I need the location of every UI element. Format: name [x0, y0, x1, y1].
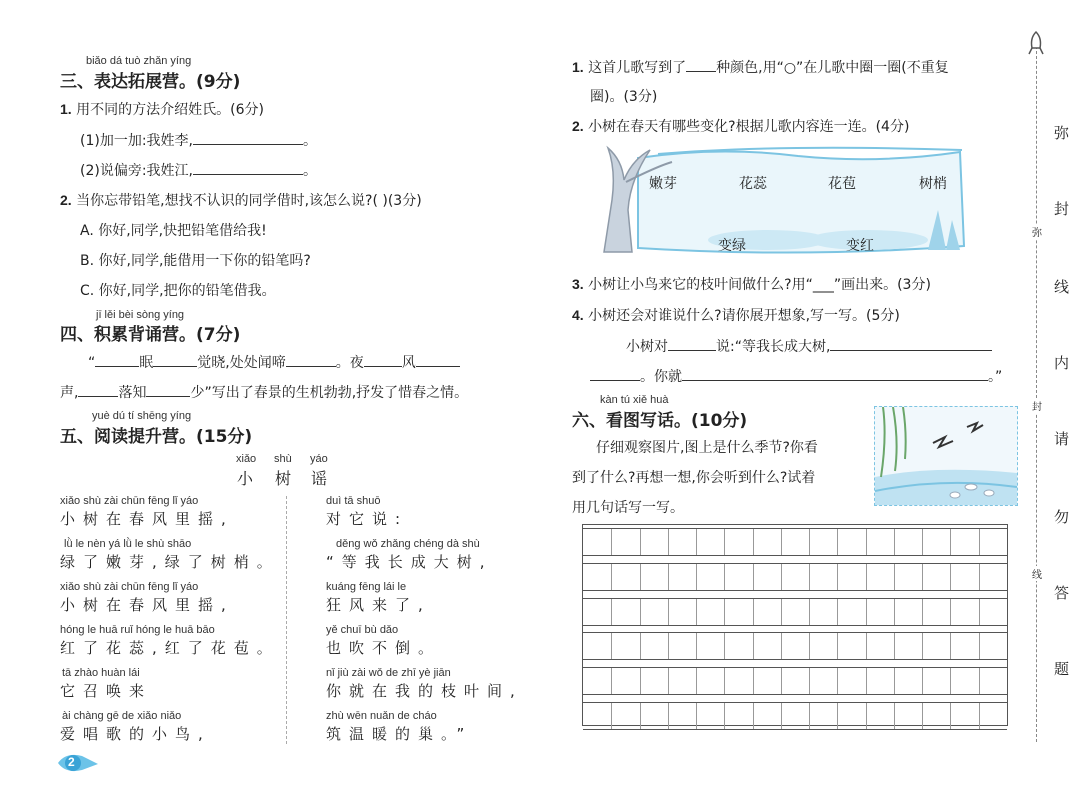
grid-cell[interactable] [809, 633, 838, 659]
page-badge-shape-icon [56, 752, 100, 774]
grid-cell[interactable] [696, 529, 725, 555]
right-q4: 4. 小树还会对谁说什么?请你展开想象,写一写。(5分) [572, 307, 900, 324]
poem-py: ài chàng gē de xiǎo niǎo [62, 710, 182, 722]
grid-cell[interactable] [640, 564, 669, 590]
grid-row[interactable] [583, 702, 1007, 730]
grid-cell[interactable] [583, 633, 612, 659]
grid-cell[interactable] [950, 529, 979, 555]
poem-title-py-2: shù [274, 453, 292, 465]
grid-cell[interactable] [781, 633, 810, 659]
grid-cell[interactable] [950, 703, 979, 729]
grid-cell[interactable] [753, 599, 782, 625]
q-num: 4. [572, 307, 584, 323]
grid-cell[interactable] [894, 599, 923, 625]
answer-blank[interactable] [686, 57, 716, 72]
grid-cell[interactable] [583, 703, 612, 729]
grid-cell[interactable] [950, 564, 979, 590]
poem-line: 你就在我的枝叶间, [326, 682, 523, 700]
sec3-pinyin: biǎo dá tuò zhǎn yíng [86, 55, 192, 67]
answer-blank[interactable] [193, 130, 303, 145]
grid-cell[interactable] [866, 633, 895, 659]
match-item[interactable]: 花蕊 [739, 176, 767, 192]
sec4-pinyin: jī lěi bèi sòng yíng [96, 309, 185, 321]
q-num: 2. [60, 192, 72, 208]
grid-cell[interactable] [922, 599, 951, 625]
seal-small-char: 线 [1032, 566, 1042, 581]
poem-line: 红了花蕊,红了花苞。 [60, 639, 280, 657]
grid-cell[interactable] [837, 668, 866, 694]
right-q1-cont: 圈)。(3分) [590, 89, 658, 105]
poem-divider [286, 496, 287, 744]
grid-cell[interactable] [894, 633, 923, 659]
grid-cell[interactable] [809, 564, 838, 590]
answer-blank[interactable] [590, 366, 640, 381]
grid-cell[interactable] [611, 564, 640, 590]
answer-blank[interactable] [193, 160, 303, 175]
sec3-q2 [60, 190, 422, 210]
answer-blank[interactable] [78, 382, 118, 397]
tree-scene-illustration [598, 140, 970, 258]
answer-blank[interactable] [95, 352, 139, 367]
sec3-title: 三、表达拓展营。(9分) [60, 72, 241, 92]
seal-small-char: 封 [1032, 398, 1042, 413]
sec4-line2: 声, 落知 少”写出了春景的生机勃勃,抒发了惜春之情。 [60, 382, 468, 402]
match-item[interactable]: 花苞 [828, 176, 856, 192]
poem-title-2: 树 [275, 469, 292, 488]
grid-cell[interactable] [668, 529, 697, 555]
grid-cell[interactable] [640, 633, 669, 659]
grid-cell[interactable] [781, 564, 810, 590]
grid-cell[interactable] [922, 703, 951, 729]
seal-char: 请 [1054, 430, 1070, 448]
grid-cell[interactable] [696, 564, 725, 590]
answer-blank[interactable] [286, 352, 336, 367]
grid-cell[interactable] [724, 668, 753, 694]
poem-line: 也吹不倒。 [326, 639, 442, 657]
poem-title-py-3: yáo [310, 453, 328, 465]
grid-cell[interactable] [611, 529, 640, 555]
grid-cell[interactable] [668, 703, 697, 729]
grid-cell[interactable] [950, 668, 979, 694]
poem-py: zhù wēn nuǎn de cháo [326, 710, 437, 722]
poem-line: 绿了嫩芽,绿了树梢。 [60, 553, 280, 571]
grid-cell[interactable] [583, 529, 612, 555]
grid-cell[interactable] [640, 599, 669, 625]
grid-cell[interactable] [894, 564, 923, 590]
right-q2: 2. 小树在春天有哪些变化?根据儿歌内容连一连。(4分) [572, 118, 910, 135]
grid-cell[interactable] [781, 668, 810, 694]
answer-blank[interactable] [830, 336, 992, 351]
willow-swallows-illustration [875, 407, 1017, 505]
grid-cell[interactable] [837, 633, 866, 659]
grid-cell[interactable] [753, 668, 782, 694]
match-item[interactable]: 变红 [846, 238, 874, 254]
page-number-badge [56, 752, 100, 774]
seal-char: 线 [1054, 278, 1070, 296]
answer-blank[interactable] [682, 366, 988, 381]
poem-line: 爱唱歌的小鸟, [60, 725, 211, 743]
grid-row[interactable] [583, 598, 1007, 626]
binding-line [1036, 36, 1037, 742]
seal-small-char: 弥 [1032, 224, 1042, 239]
poem-py: nǐ jiù zài wǒ de zhī yè jiān [326, 667, 451, 679]
grid-cell[interactable] [611, 633, 640, 659]
sec3-q1-b [80, 160, 317, 180]
grid-cell[interactable] [640, 668, 669, 694]
grid-cell[interactable] [696, 703, 725, 729]
sec3-q1-a [80, 130, 317, 150]
grid-cell[interactable] [866, 668, 895, 694]
page-number: 2 [68, 755, 75, 769]
period: 。 [303, 163, 317, 179]
period: 。 [303, 133, 317, 149]
poem-title-3: 谣 [311, 469, 328, 488]
sec6-line: 到了什么?再想一想,你会听到什么?试着 [572, 470, 816, 486]
grid-cell[interactable] [696, 599, 725, 625]
q-num: 1. [60, 101, 72, 117]
grid-cell[interactable] [724, 599, 753, 625]
grid-cell[interactable] [809, 703, 838, 729]
option-a[interactable]: A. 你好,同学,快把铅笔借给我! [80, 223, 267, 239]
poem-title-py-1: xiǎo [236, 453, 257, 465]
answer-blank[interactable] [416, 352, 460, 367]
grid-cell[interactable] [781, 529, 810, 555]
poem-py: xiǎo shù zài chūn fēng lǐ yáo [60, 581, 199, 593]
grid-cell[interactable] [753, 703, 782, 729]
grid-cell[interactable] [922, 529, 951, 555]
poem-py: hóng le huā ruǐ hóng le huā bāo [60, 624, 215, 636]
answer-blank[interactable] [153, 352, 197, 367]
grid-cell[interactable] [950, 633, 979, 659]
poem-line: 小树在春风里摇, [60, 510, 234, 528]
option-b[interactable]: B. 你好,同学,能借用一下你的铅笔吗? [80, 253, 311, 269]
right-q1: 1. 这首儿歌写到了 种颜色,用“○”在儿歌中圈一圈(不重复 [572, 59, 949, 76]
grid-cell[interactable] [668, 564, 697, 590]
sec4-title: 四、积累背诵营。(7分) [60, 325, 241, 345]
grid-cell[interactable] [809, 529, 838, 555]
grid-cell[interactable] [753, 633, 782, 659]
grid-row[interactable] [583, 563, 1007, 591]
match-item[interactable]: 树梢 [919, 176, 947, 192]
grid-row[interactable] [583, 528, 1007, 556]
poem-line: 对它说: [326, 510, 409, 528]
grid-cell[interactable] [583, 599, 612, 625]
poem-py: kuáng fēng lái le [326, 581, 407, 593]
poem-title-1: 小 [237, 469, 254, 488]
q1a-text: (1)加一加:我姓李, [80, 133, 193, 149]
poem-line: 筑温暖的巢。” [326, 725, 473, 743]
match-item[interactable]: 变绿 [718, 238, 746, 254]
sec5-title: 五、阅读提升营。(15分) [60, 427, 253, 447]
seal-char: 题 [1054, 660, 1070, 678]
seal-char: 弥 [1054, 124, 1070, 142]
poem-py: děng wǒ zhǎng chéng dà shù [336, 538, 480, 550]
grid-cell[interactable] [640, 703, 669, 729]
answer-blank[interactable] [668, 336, 716, 351]
poem-line: 狂风来了, [326, 596, 431, 614]
grid-cell[interactable] [866, 564, 895, 590]
right-q3: 3. 小树让小鸟来它的枝叶间做什么?用“___”画出来。(3分) [572, 276, 931, 293]
sec3-q1 [60, 99, 264, 119]
option-c[interactable]: C. 你好,同学,把你的铅笔借我。 [80, 283, 276, 299]
grid-cell[interactable] [837, 599, 866, 625]
grid-cell[interactable] [724, 529, 753, 555]
grid-cell[interactable] [696, 633, 725, 659]
answer-blank[interactable] [364, 352, 402, 367]
grid-cell[interactable] [809, 599, 838, 625]
grid-cell[interactable] [668, 633, 697, 659]
poem-py: xiǎo shù zài chūn fēng lǐ yáo [60, 495, 199, 507]
grid-row[interactable] [583, 667, 1007, 695]
q-text: 当你忘带铅笔,想找不认识的同学借时,该怎么说?( )(3分) [76, 193, 422, 209]
rocket-icon [1026, 30, 1046, 60]
seal-char: 答 [1054, 584, 1070, 602]
spring-picture [874, 406, 1018, 506]
grid-cell[interactable] [753, 564, 782, 590]
grid-cell[interactable] [611, 703, 640, 729]
grid-cell[interactable] [809, 668, 838, 694]
grid-cell[interactable] [781, 703, 810, 729]
grid-cell[interactable] [724, 633, 753, 659]
q-num: 3. [572, 276, 584, 292]
poem-py: tā zhào huàn lái [62, 667, 140, 679]
seal-char: 勿 [1054, 508, 1070, 526]
sec6-title: 六、看图写话。(10分) [572, 411, 748, 431]
seal-char: 封 [1054, 200, 1070, 218]
grid-cell[interactable] [922, 633, 951, 659]
q-num: 1. [572, 59, 584, 75]
poem-line: 它召唤来 [60, 682, 153, 700]
grid-cell[interactable] [922, 668, 951, 694]
sec4-line1: “ 眠 觉晓,处处闻啼 。夜 风 [88, 352, 460, 372]
q1b-text: (2)说偏旁:我姓江, [80, 163, 193, 179]
matching-picture [598, 140, 970, 258]
grid-cell[interactable] [894, 529, 923, 555]
grid-cell[interactable] [894, 668, 923, 694]
answer-blank[interactable] [146, 382, 190, 397]
grid-cell[interactable] [724, 564, 753, 590]
grid-cell[interactable] [753, 529, 782, 555]
grid-cell[interactable] [866, 529, 895, 555]
poem-py: lǜ le nèn yá lǜ le shù shāo [64, 538, 192, 550]
grid-cell[interactable] [724, 703, 753, 729]
q-num: 2. [572, 118, 584, 134]
grid-cell[interactable] [866, 599, 895, 625]
sec5-pinyin: yuè dú tí shēng yíng [92, 410, 192, 422]
grid-cell[interactable] [837, 564, 866, 590]
grid-cell[interactable] [668, 599, 697, 625]
seal-char: 内 [1054, 354, 1070, 372]
grid-cell[interactable] [781, 599, 810, 625]
sec6-line: 用几句话写一写。 [572, 500, 684, 516]
grid-cell[interactable] [950, 599, 979, 625]
grid-cell[interactable] [837, 703, 866, 729]
poem-py: yě chuī bù dǎo [326, 624, 399, 636]
grid-cell[interactable] [583, 668, 612, 694]
grid-cell[interactable] [894, 703, 923, 729]
poem-line: 小树在春风里摇, [60, 596, 234, 614]
grid-cell[interactable] [922, 564, 951, 590]
grid-cell[interactable] [837, 529, 866, 555]
writing-grid[interactable] [582, 524, 1008, 726]
sec6-pinyin: kàn tú xiě huà [600, 394, 669, 406]
poem-py: duì tā shuō [326, 495, 381, 507]
grid-row[interactable] [583, 632, 1007, 660]
q-text: 用不同的方法介绍姓氏。(6分) [76, 102, 264, 118]
grid-cell[interactable] [640, 529, 669, 555]
right-q4-line2: 。你就 。” [590, 366, 1002, 386]
grid-cell[interactable] [866, 703, 895, 729]
grid-cell[interactable] [611, 668, 640, 694]
grid-cell[interactable] [696, 668, 725, 694]
grid-cell[interactable] [668, 668, 697, 694]
grid-cell[interactable] [611, 599, 640, 625]
match-item[interactable]: 嫩芽 [649, 176, 677, 192]
grid-cell[interactable] [583, 564, 612, 590]
right-q4-line1: 小树对 说:“等我长成大树, [626, 336, 992, 356]
sec6-line: 仔细观察图片,图上是什么季节?你看 [596, 440, 818, 456]
poem-line: “等我长成大树, [326, 553, 493, 571]
